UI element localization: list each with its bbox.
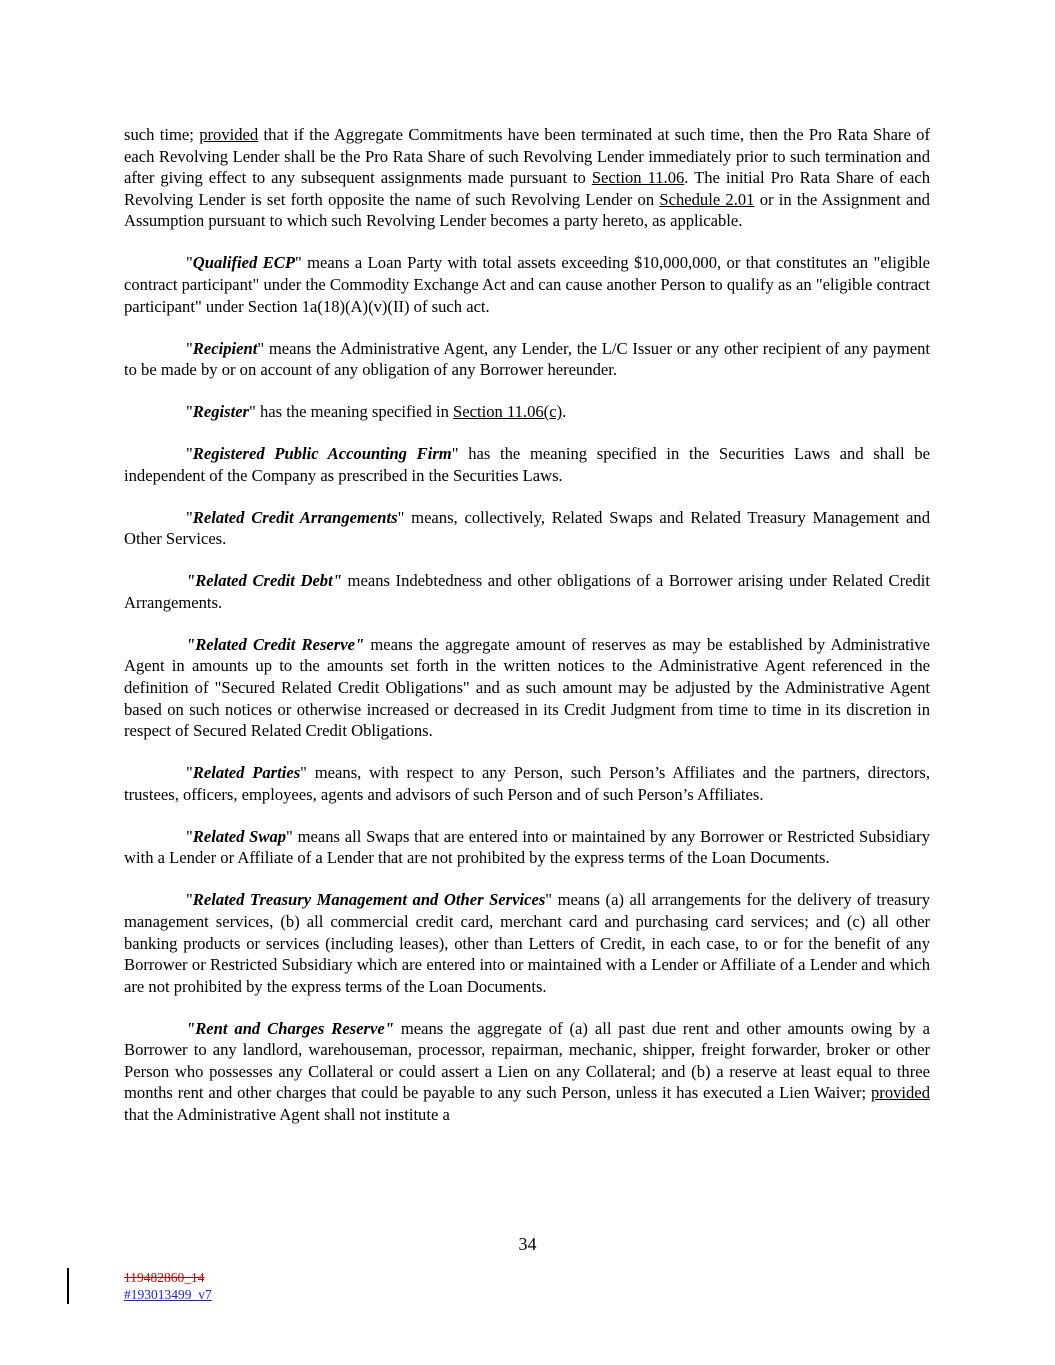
definition-related-treasury-management: "Related Treasury Management and Other Services" means (a) all arrangements for the delivery of treasury management services, (b) all commercial credit card, merchant card and purchasing card services; and (c) all other banking products or services (including leases), other than Letters of Credit, in each case, to or for the benefit of any Borrower or Restricted Subsidiary which are entered into or maintained with a Lender or Affiliate of a Lender and which are not prohibited by the express terms of the Loan Documents. [124, 890, 930, 996]
definition-register: "Register" has the meaning specified in Section 11.06(c). [186, 402, 567, 422]
defined-term: "Rent and Charges Reserve" [186, 1018, 394, 1038]
defined-term: Related Credit Arrangements [192, 507, 398, 527]
old-document-id: 119482860_14 [124, 1270, 205, 1285]
page-number: 34 [518, 1234, 537, 1254]
definition-related-credit-debt: "Related Credit Debt" means Indebtedness and other obligations of a Borrower arising under Related Credit Arrangements. [124, 571, 931, 612]
defined-term: Related Parties [192, 763, 301, 783]
definition-related-credit-arrangements: "Related Credit Arrangements" means, collectively, Related Swaps and Related Treasury Management and Other Services. [124, 507, 930, 549]
change-bar [67, 1268, 69, 1304]
schedule-reference: Schedule 2.01 [659, 189, 755, 209]
new-document-id: #193013499_v7 [124, 1287, 212, 1302]
paragraph-pro-rata-continuation: such time; provided that if the Aggregate Commitments have been terminated at such time, then the Pro Rata Share of each Revolving Lender shall be the Pro Rata Share of such Revolving Lender immediately prior to such termination and after giving effect to any subsequent assignments made pursuant to Section 11.06. The initial Pro Rata Share of each Revolving Lender is set forth opposite the name of such Revolving Lender on Schedule 2.01 or in the Assignment and Assumption pursuant to which such Revolving Lender becomes a party hereto, as applicable. [124, 125, 930, 231]
defined-term: Qualified ECP [192, 253, 295, 273]
document-body [124, 124, 930, 1146]
defined-term: "Related Credit Debt" [186, 571, 342, 591]
definition-recipient: "Recipient" means the Administrative Agent, any Lender, the L/C Issuer or any other recipient of any payment to be made by or on account of any obligation of any Borrower hereunder. [124, 338, 930, 380]
defined-term: Register [192, 402, 250, 422]
defined-term: Registered Public Accounting Firm [192, 444, 452, 464]
section-reference: Section 11.06(c) [453, 402, 563, 422]
definition-rent-and-charges-reserve: "Rent and Charges Reserve" means the aggregate of (a) all past due rent and other amounts owing by a Borrower to any landlord, warehouseman, processor, repairman, mechanic, shipper, freight forwarder, broker or other Person who possesses any Collateral or could assert a Lien on any Collateral; and (b) a reserve at least equal to three months rent and other charges that could be payable to any such Person, unless it has executed a Lien Waiver; provided that the Administrative Agent shall not institute a [124, 1018, 930, 1125]
provided-term: provided [871, 1083, 930, 1103]
provided-term: provided [199, 125, 259, 144]
defined-term: Related Treasury Management and Other Services [192, 890, 546, 910]
definition-related-credit-reserve: "Related Credit Reserve" means the aggregate amount of reserves as may be established by Administrative Agent in amounts up to the amounts set forth in the written notices to the Administrative Agent referenced in the definition of "Secured Related Credit Obligations" and as such amount may be adjusted by the Administrative Agent based on such notices or otherwise increased or decreased in its Credit Judgment from time to time in its discretion in respect of Secured Related Credit Obligations. [124, 634, 931, 741]
definition-related-parties: "Related Parties" means, with respect to any Person, such Person’s Affiliates and the partners, directors, trustees, officers, employees, agents and advisors of such Person and of such Person’s Affiliates. [124, 763, 930, 804]
definition-qualified-ecp: "Qualified ECP" means a Loan Party with total assets exceeding $10,000,000, or that constitutes an "eligible contract participant" under the Commodity Exchange Act and can cause another Person to qualify as an "eligible contract participant" under Section 1a(18)(A)(v)(II) of such act. [124, 253, 930, 316]
definition-registered-public-accounting-firm: "Registered Public Accounting Firm" has the meaning specified in the Securities Laws and shall be independent of the Company as prescribed in the Securities Laws. [124, 444, 931, 485]
defined-term: "Related Credit Reserve" [186, 634, 365, 654]
section-reference: Section 11.06 [591, 168, 685, 188]
defined-term: Related Swap [192, 826, 287, 846]
defined-term: Recipient [192, 338, 258, 358]
definition-related-swap: "Related Swap" means all Swaps that are entered into or maintained by any Borrower or Restricted Subsidiary with a Lender or Affiliate of a Lender that are not prohibited by the express terms of the Loan Documents. [124, 826, 930, 868]
